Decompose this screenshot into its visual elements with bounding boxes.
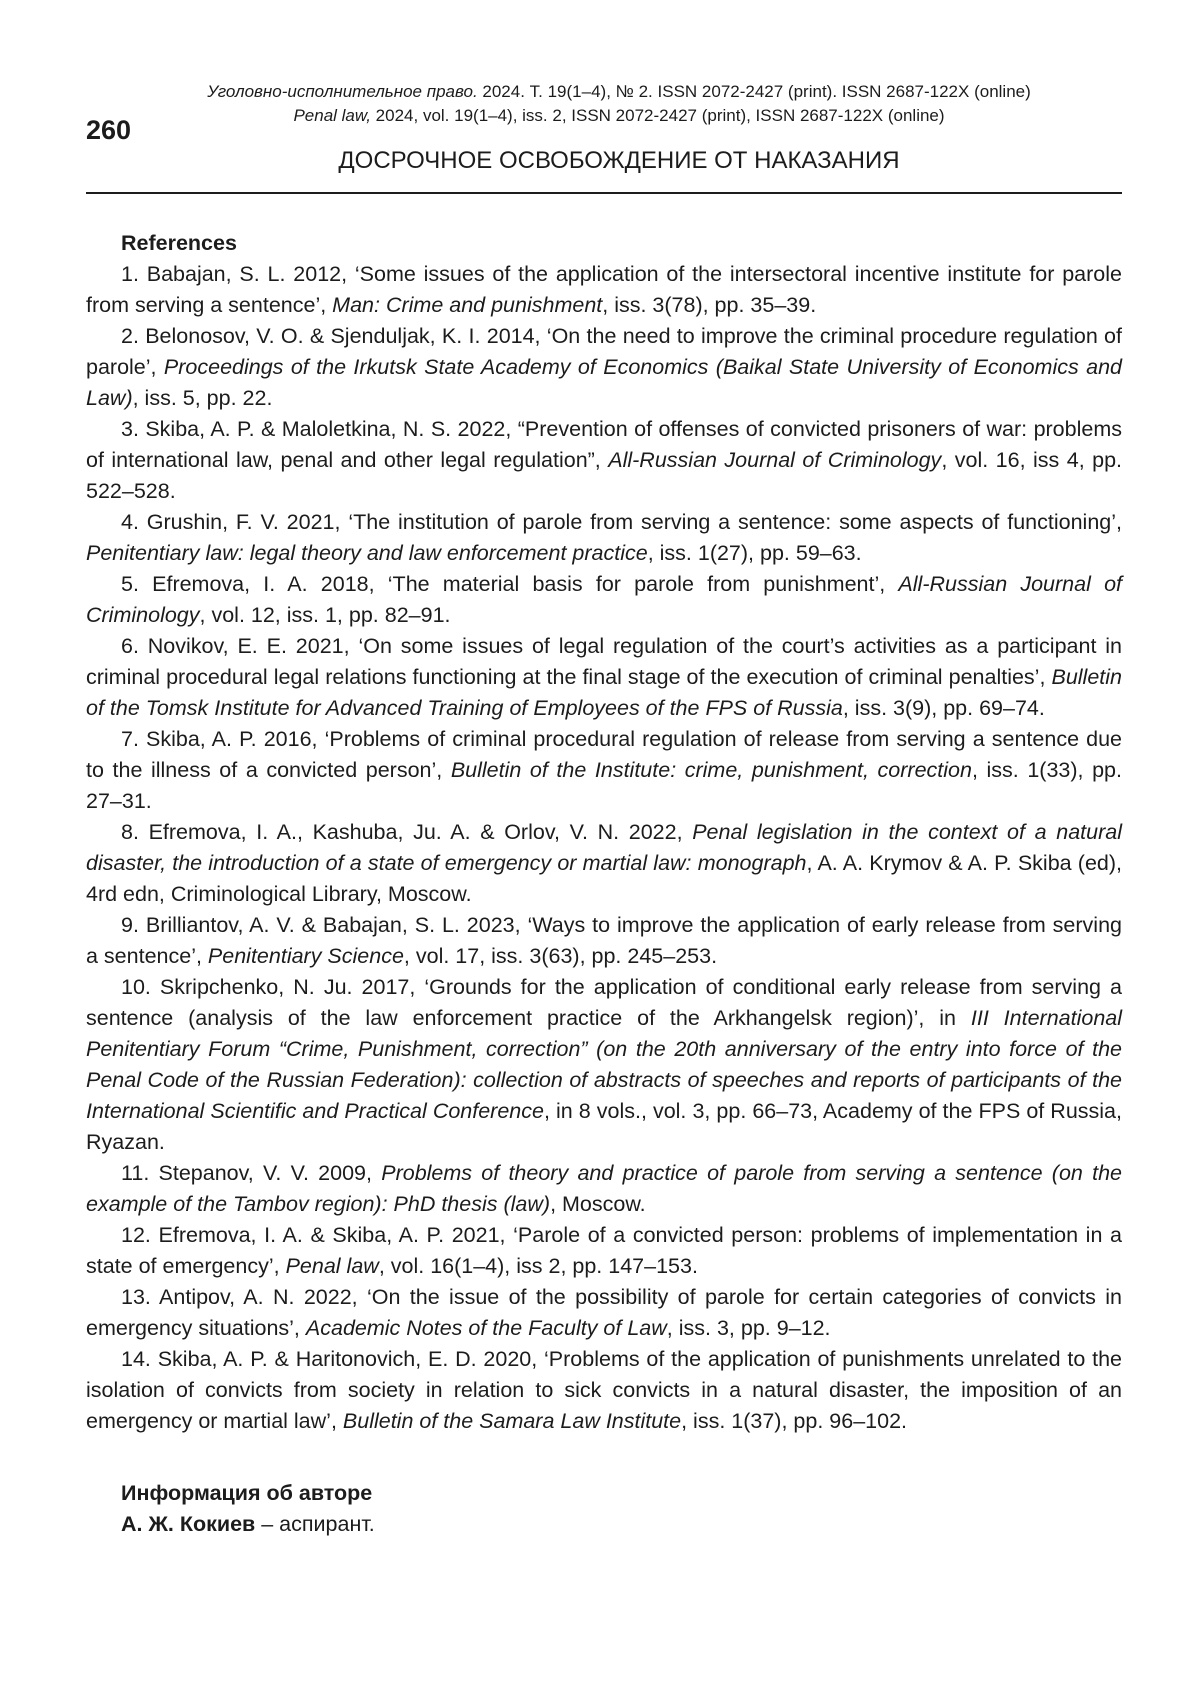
reference-source: All-Russian Journal of Criminology: [608, 448, 942, 472]
reference-details: , iss. 1(33), pp. 27–31.: [86, 758, 1122, 813]
reference-source: Man: Crime and punishment: [332, 293, 603, 317]
reference-item: [86, 631, 1122, 724]
reference-item: [86, 724, 1122, 817]
reference-authors: 13. Antipov, A. N. 2022, ‘On the issue of the possibility of parole for certain categories of convicts in emergency situations’,: [86, 1285, 1122, 1340]
reference-item: [86, 817, 1122, 910]
reference-source: Academic Notes of the Faculty of Law: [305, 1316, 667, 1340]
header-rule: [86, 192, 1122, 194]
references-heading: References: [121, 231, 237, 255]
reference-authors: 4. Grushin, F. V. 2021, ‘The institution of parole from serving a sentence: some aspects of functioning’,: [121, 510, 1122, 534]
reference-source: Penal law: [285, 1254, 379, 1278]
reference-details: , iss. 1(27), pp. 59–63.: [647, 541, 862, 565]
reference-details: , vol. 16, iss 4, pp. 522–528.: [86, 448, 1123, 503]
reference-item: [86, 972, 1122, 1158]
page-header: [0, 0, 1200, 210]
reference-details: , iss. 3(9), pp. 69–74.: [842, 696, 1045, 720]
reference-authors: 1. Babajan, S. L. 2012, ‘Some issues of the application of the intersectoral incentive institute for parole from serving a sentence’,: [86, 262, 1122, 317]
reference-authors: 11. Stepanov, V. V. 2009,: [121, 1161, 382, 1185]
page-content: [86, 228, 1122, 1540]
author-info: [86, 1509, 1122, 1540]
reference-authors: 6. Novikov, E. E. 2021, ‘On some issues of legal regulation of the court’s activities as a participant in criminal procedural legal relations functioning at the final stage of the execution of criminal penalties’,: [86, 634, 1122, 689]
reference-item: [86, 569, 1122, 631]
reference-authors: 10. Skripchenko, N. Ju. 2017, ‘Grounds for the application of conditional early release from serving a sentence (analysis of the law enforcement practice of the Arkhangelsk region)’, in: [86, 975, 1122, 1030]
reference-authors: 2. Belonosov, V. O. & Sjenduljak, K. I. 2014, ‘On the need to improve the criminal procedure regulation of parole’,: [86, 324, 1122, 379]
reference-source: Bulletin of the Samara Law Institute: [342, 1409, 682, 1433]
reference-details: , in 8 vols., vol. 3, pp. 66–73, Academy of the FPS of Russia, Ryazan.: [86, 1099, 1122, 1154]
journal-name-en: Penal law,: [293, 106, 371, 125]
reference-item: [86, 414, 1122, 507]
reference-authors: 7. Skiba, A. P. 2016, ‘Problems of criminal procedural regulation of release from serving a sentence due to the illness of a convicted person’,: [86, 727, 1122, 782]
reference-source: All-Russian Journal of Criminology: [86, 572, 1122, 627]
reference-item: [86, 507, 1122, 569]
reference-details: , iss. 1(37), pp. 96–102.: [681, 1409, 907, 1433]
reference-source: Penal legislation in the context of a natural disaster, the introduction of a state of emergency or martial law: monograph: [86, 820, 1122, 875]
reference-source: III International Penitentiary Forum “Crime, Punishment, correction” (on the 20th anniversary of the entry into force of the Penal Code of the Russian Federation): collection of abstracts of speeches and reports of participants of the International Scientific and Practical Conference: [86, 1006, 1123, 1123]
reference-source: Penitentiary law: legal theory and law enforcement practice: [86, 541, 648, 565]
reference-details: , Moscow.: [550, 1192, 646, 1216]
reference-item: [86, 1282, 1122, 1344]
reference-details: , A. A. Krymov & A. P. Skiba (ed), 4rd edn, Criminological Library, Moscow.: [86, 851, 1122, 906]
reference-authors: 5. Efremova, I. A. 2018, ‘The material basis for parole from punishment’,: [121, 572, 899, 596]
reference-authors: 8. Efremova, I. A., Kashuba, Ju. A. & Orlov, V. N. 2022,: [121, 820, 693, 844]
reference-authors: 12. Efremova, I. A. & Skiba, A. P. 2021, ‘Parole of a convicted person: problems of implementation in a state of emergency’,: [86, 1223, 1122, 1278]
reference-item: [86, 321, 1122, 414]
journal-citation-ru: [0, 82, 1200, 102]
reference-details: , vol. 17, iss. 3(63), pp. 245–253.: [403, 944, 718, 968]
journal-name-ru: Уголовно-исполнительное право.: [207, 82, 478, 101]
reference-details: , vol. 16(1–4), iss 2, pp. 147–153.: [378, 1254, 698, 1278]
journal-details-en: 2024, vol. 19(1–4), iss. 2, ISSN 2072-2427 (print), ISSN 2687-122X (online): [370, 106, 945, 125]
section-title: ДОСРОЧНОЕ ОСВОБОЖДЕНИЕ ОТ НАКАЗАНИЯ: [338, 147, 900, 174]
reference-source: Penitentiary Science: [207, 944, 404, 968]
reference-source: Problems of theory and practice of parole from serving a sentence (on the example of the Tambov region): PhD thesis (law): [86, 1161, 1122, 1216]
page-number: 260: [86, 115, 132, 145]
reference-item: [86, 1158, 1122, 1220]
reference-item: [86, 259, 1122, 321]
journal-citation-en: [0, 106, 1200, 126]
journal-details-ru: 2024. Т. 19(1–4), № 2. ISSN 2072-2427 (print). ISSN 2687-122X (online): [477, 82, 1031, 101]
reference-details: , vol. 12, iss. 1, pp. 82–91.: [199, 603, 451, 627]
author-description: – аспирант.: [255, 1512, 375, 1536]
reference-details: , iss. 5, pp. 22.: [132, 386, 273, 410]
reference-source: Proceedings of the Irkutsk State Academy of Economics (Baikal State University of Economics and Law): [86, 355, 1122, 410]
reference-details: , iss. 3(78), pp. 35–39.: [602, 293, 817, 317]
reference-item: [86, 1220, 1122, 1282]
reference-authors: 9. Brilliantov, A. V. & Babajan, S. L. 2023, ‘Ways to improve the application of early release from serving a sentence’,: [86, 913, 1122, 968]
author-name: А. Ж. Кокиев: [121, 1512, 256, 1536]
reference-item: [86, 1344, 1122, 1437]
reference-details: , iss. 3, pp. 9–12.: [666, 1316, 831, 1340]
reference-source: Bulletin of the Tomsk Institute for Advanced Training of Employees of the FPS of Russia: [86, 665, 1122, 720]
reference-authors: 3. Skiba, A. P. & Maloletkina, N. S. 2022, “Prevention of offenses of convicted prisoners of war: problems of international law, penal and other legal regulation”,: [86, 417, 1122, 472]
reference-item: [86, 910, 1122, 972]
reference-authors: 14. Skiba, A. P. & Haritonovich, E. D. 2020, ‘Problems of the application of punishments unrelated to the isolation of convicts from society in relation to sick convicts in a natural disaster, the imposition of an emergency or martial law’,: [86, 1347, 1122, 1433]
reference-source: Bulletin of the Institute: crime, punishment, correction: [450, 758, 972, 782]
author-info-heading: Информация об авторе: [121, 1481, 373, 1505]
